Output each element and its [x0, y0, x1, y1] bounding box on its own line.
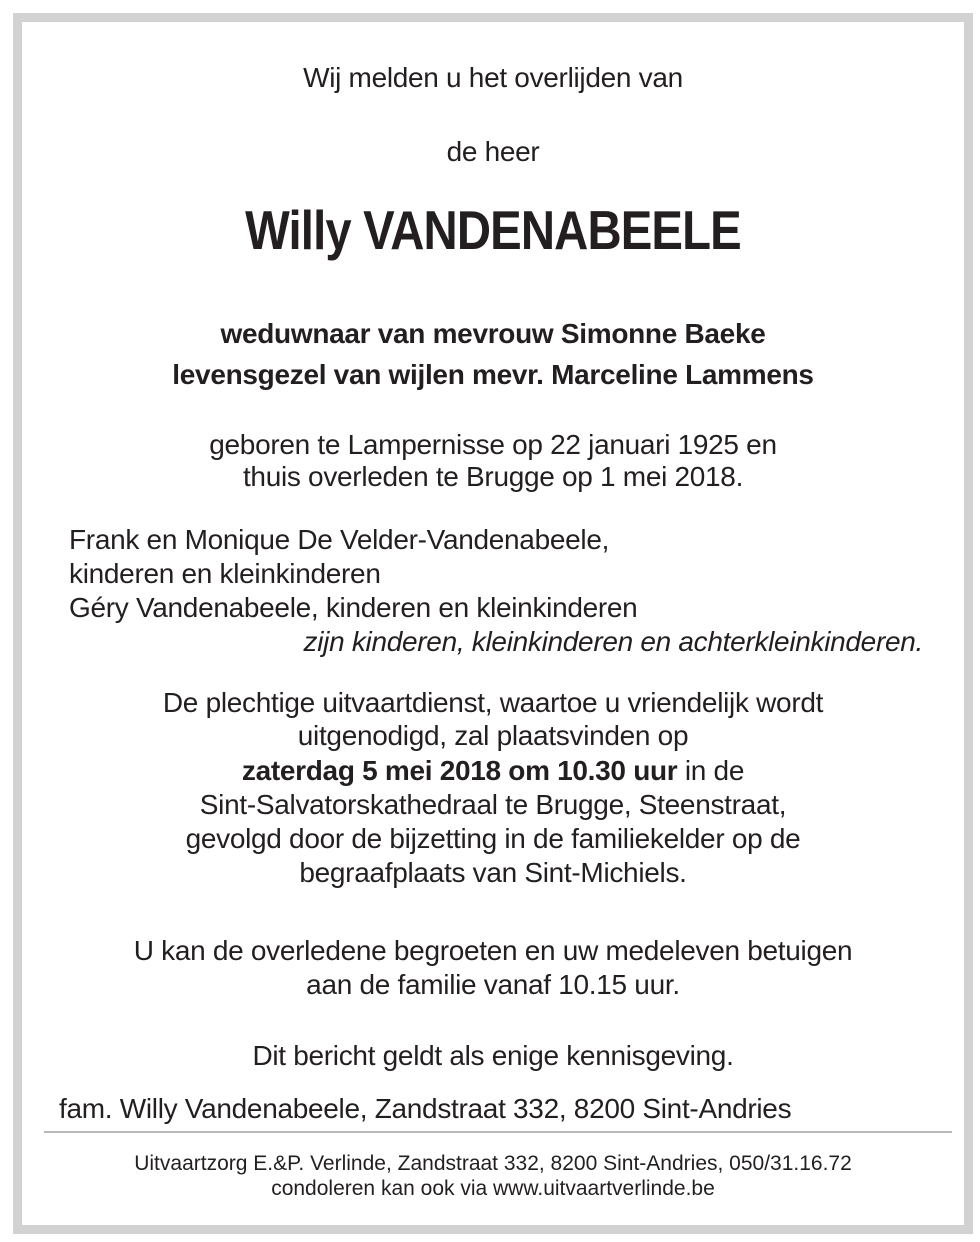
service-line-2: uitgenodigd, zal plaatsvinden op — [297, 720, 689, 751]
relation-line-1: weduwnaar van mevrouw Simonne Baeke — [220, 318, 766, 349]
online-condolence-info: condoleren kan ook via www.uitvaartverlinde.be — [271, 1177, 715, 1200]
family-line-1: Frank en Monique De Velder-Vandenabeele, — [69, 524, 610, 555]
family-address: fam. Willy Vandenabeele, Zandstraat 332, 8200 Sint-Andries — [59, 1093, 792, 1124]
deceased-name: Willy VANDENABEELE — [245, 199, 741, 261]
condolence-line-2: aan de familie vanaf 10.15 uur. — [306, 969, 680, 1000]
notice-text: Dit bericht geldt als enige kennisgeving. — [252, 1040, 734, 1071]
birth-line: geboren te Lampernisse op 22 januari 1925 en — [209, 429, 777, 460]
relation-line-2: levensgezel van wijlen mevr. Marceline Lammens — [172, 359, 814, 390]
service-date-suffix: in de — [677, 755, 745, 786]
service-line-1: De plechtige uitvaartdienst, waartoe u vriendelijk wordt — [162, 687, 824, 718]
service-date-time: zaterdag 5 mei 2018 om 10.30 uur — [241, 755, 678, 786]
family-line-2: kinderen en kleinkinderen — [69, 558, 381, 589]
service-line-5: gevolgd door de bijzetting in de familiekelder op de — [185, 823, 801, 854]
footer-divider — [44, 1131, 952, 1133]
service-date-line — [22, 754, 964, 788]
intro-text: Wij melden u het overlijden van — [303, 62, 683, 93]
family-line-3: Géry Vandenabeele, kinderen en kleinkinderen — [69, 592, 638, 623]
obituary-frame — [13, 13, 973, 1234]
undertaker-info: Uitvaartzorg E.&P. Verlinde, Zandstraat 332, 8200 Sint-Andries, 050/31.16.72 — [134, 1152, 852, 1175]
death-line: thuis overleden te Brugge op 1 mei 2018. — [242, 461, 744, 492]
service-line-4: Sint-Salvatorskathedraal te Brugge, Steenstraat, — [199, 789, 787, 820]
service-line-6: begraafplaats van Sint-Michiels. — [299, 857, 687, 888]
condolence-line-1: U kan de overledene begroeten en uw medeleven betuigen — [133, 935, 853, 966]
family-summary: zijn kinderen, kleinkinderen en achterkleinkinderen. — [303, 626, 923, 657]
title-prefix: de heer — [446, 136, 540, 167]
